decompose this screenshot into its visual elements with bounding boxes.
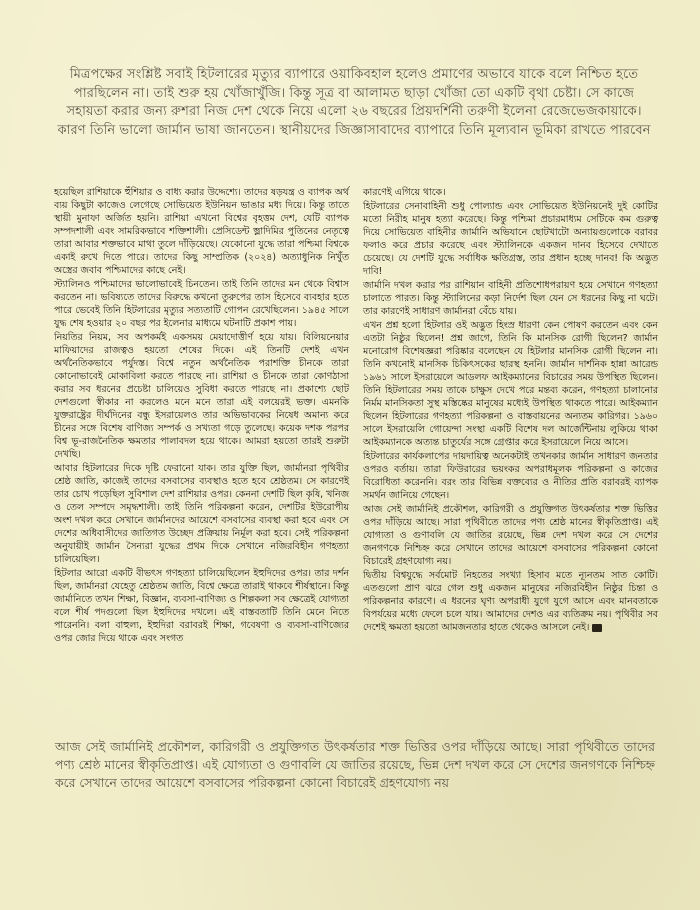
right-column <box>363 186 658 646</box>
right-paragraph-7-wrap <box>363 569 658 634</box>
right-paragraph-5: হিটলারের কার্যকলাপের দায়দায়িত্ব অনেকটাই তখনকার জার্মান সাধারণ জনতার ওপরও বর্তায়। তারা ফিউরারের ভয়ংকর অপরাধমূলক পরিকল্পনা ও কাজের বিরোধিতা করেননি। বরং তার বিভিন্ন বক্তব্যের ও নীতির প্রতি বরাবরই ব্যাপক সমর্থন জানিয়ে গেছেন। <box>363 451 658 501</box>
left-paragraph-1: হয়েছিল রাশিয়াকে হুঁশিয়ার ও বাধ্য করার উদ্দেশ্যে। তাদের ষড়যন্ত্র ও ব্যাপক অর্থ ব্যয় কিছুটা কাজেও লেগেছে সোভিয়েত ইউনিয়ন ভাঙার মধ্য দিয়ে। কিন্তু তাতে স্থায়ী মুনাফা অর্জিত হয়নি। রাশিয়া এখনো বিশ্বের বৃহত্তম দেশ, যেটি ব্যাপক সম্পদশালী এবং সামরিকভাবে শক্তিশালী। প্রেসিডেন্ট ভ্লাদিমির পুতিনের নেতৃত্বে তারা আবার শক্তভাবে মাথা তুলে দাঁড়িয়েছে। যেকোনো যুদ্ধে তারা পশ্চিমা বিশ্বকে একাই রুখে দিতে পারে। তাদের কিছু সাম্প্রতিক (২০২৪) অত্যাধুনিক নিখুঁত অস্ত্রের জবাব পশ্চিমাদের কাছে নেই। <box>54 187 349 276</box>
intro-text: মিত্রপক্ষের সংশ্লিষ্ট সবাই হিটলারের মৃত্যুর ব্যাপারে ওয়াকিবহাল হলেও প্রমাণের অভাবে যাকে বলে নিশ্চিত হতে পারছিলেন না। তাই শুরু হয় খোঁজাখুঁজি। কিন্তু সূত্র বা আলামত ছাড়া খোঁজা তো একটি বৃথা চেষ্টা। সে কাজে সহায়তা করার জন্য রুশরা নিজ দেশ থেকে নিয়ে এলো ২৬ বছরের প্রিয়দর্শিনী তরুণী ইলেনা রেজেভেজকায়াকে। কারণ তিনি ভালো জার্মান ভাষা জানতেন। স্থানীয়দের জিজ্ঞাসাবাদের ব্যাপারে তিনি মূল্যবান ভূমিকা রাখতে পারবেন <box>57 67 651 138</box>
right-paragraph-6: আজ সেই জার্মানিই প্রকৌশল, কারিগরী ও প্রযুক্তিগত উৎকর্ষতার শক্ত ভিত্তির ওপর দাঁড়িয়ে আছে। সারা পৃথিবীতে তাদের পণ্য শ্রেষ্ঠ মানের স্বীকৃতিপ্রাপ্ত। এই যোগ্যতা ও গুণাবলি যে জাতির রয়েছে, ভিন্ন দেশ দখল করে সে দেশের জনগণকে নিশ্চিহ্ন করে সেখানে তাদের আয়েশে বসবাসের পরিকল্পনা কোনো বিচারেই গ্রহণযোগ্য নয়। <box>363 504 658 567</box>
left-paragraph-5: হিটলার আরো একটি বীভৎস গণহত্যা চালিয়েছিলেন ইহুদিদের ওপর। তার দর্শন ছিল, জার্মানরা যেহেতু শ্রেষ্ঠতম জাতি, বিশ্বে ক্ষেত্রে তারাই থাকবে শীর্ষস্থানে। কিন্তু জার্মানিতে তখন শিক্ষা, বিজ্ঞান, ব্যবসা-বাণিজ্য ও শিল্পকলা সব ক্ষেত্রেই যোগ্যতা বলে শীর্ষ পদগুলো ছিল ইহুদিদের দখলে। এই বাস্তবতাটি তিনি মেনে নিতে পারেননি। বলা বাহুল্য, ইহুদিরা বরাবরই শিক্ষা, গবেষণা ও ব্যবসা-বাণিজ্যের ওপর জোর দিয়ে থাকে এবং সংগত <box>54 568 349 644</box>
right-paragraph-1: কারণেই এগিয়ে থাকে। <box>363 187 446 198</box>
left-column <box>54 186 349 646</box>
right-paragraph-7: দ্বিতীয় বিশ্বযুদ্ধে সর্বমোট নিহতের সংখ্যা হিসাব মতে ন্যূনতম সাত কোটি। এতগুলো প্রাণ ঝরে গেল শুধু একজন মানুষের নজিরবিহীন নিষ্ঠুর চিন্তা ও পরিকল্পনার কারণে। এ ধরনের ঘৃণ্য অপরাধী যুগে যুগে আসে এবং মানবতাকে বিপর্যয়ের মধ্যে ফেলে চলে যায়। আমাদের দেশও এর ব্যতিক্রম নয়। পৃথিবীর সব দেশেই ক্ষমতা হয়তো আমজনতার হাতে থেকেও আসলে নেই। <box>363 570 658 633</box>
end-of-article-icon <box>592 624 602 632</box>
article-body <box>54 186 658 646</box>
pull-quote <box>55 738 655 793</box>
right-paragraph-2: হিটলারের সেনাবাহিনী শুধু পোল্যান্ড এবং সোভিয়েত ইউনিয়নেই দুই কোটির মতো নিরীহ মানুষ হত্যা করেছে। কিন্তু পশ্চিমা প্রচারমাধ্যম সেটিকে কম গুরুত্ব দিয়ে সোভিয়েত বাহিনীর জার্মানি অভিযানে ছোটখাটো অন্যায়গুলোকে বরাবর ফলাও করে প্রচার করেছে এবং স্ট্যালিনকে একজন দানব হিসেবে দেখাতে চেয়েছে। যে দেশটি যুদ্ধে সর্বাধিক ক্ষতিগ্রস্ত, তার প্রধান হচ্ছে দানব! কি অদ্ভুত দাবি! <box>363 201 658 277</box>
right-paragraph-3: জার্মানি দখল করার পর রাশিয়ান বাহিনী প্রতিশোধপরায়ণ হয়ে সেখানে গণহত্যা চালাতে পারত। কিন্তু স্ট্যালিনের কড়া নির্দেশ ছিল যেন সে ধরনের কিছু না ঘটে। তার কারণেই সাধারণ জার্মানরা বেঁচে যায়। <box>363 280 658 317</box>
pull-quote-text: আজ সেই জার্মানিই প্রকৌশল, কারিগরী ও প্রযুক্তিগত উৎকর্ষতার শক্ত ভিত্তির ওপর দাঁড়িয়ে আছে। সারা পৃথিবীতে তাদের পণ্য শ্রেষ্ঠ মানের স্বীকৃতিপ্রাপ্ত। এই যোগ্যতা ও গুণাবলি যে জাতির রয়েছে, ভিন্ন দেশ দখল করে সে দেশের জনগণকে নিশ্চিহ্ন করে সেখানে তাদের আয়েশে বসবাসের পরিকল্পনা কোনো বিচারেই গ্রহণযোগ্য নয় <box>55 739 655 791</box>
right-paragraph-4: এখন প্রশ্ন হলো হিটলার ওই অদ্ভুত হিংস্র ধারণা কেন পোষণ করতেন এবং কেন এতটা নিষ্ঠুর ছিলেন! প্রশ্ন জাগে, তিনি কি মানসিক রোগী ছিলেন? জার্মান মনোরোগ বিশেষজ্ঞরা পরিষ্কার বলেছেন যে হিটলার মানসিক রোগী ছিলেন না। তিনি কখনোই মানসিক চিকিৎসকের ছারস্থ হননি। জার্মান দার্শনিক হান্না আরেন্ড ১৯৬১ সালে ইসরায়েলে আডলফ আইকম্যানের বিচারের সময় উপস্থিত ছিলেন। তিনি হিটলারের সময় তাকে চাক্ষুস দেখে পরে মন্তব্য করেন, গণহত্যা চালানোর নির্মম মানসিকতা সুস্থ মস্তিষ্কের মানুষের মধ্যেই উপস্থিত থাকতে পারে। আইকম্যান ছিলেন হিটলারের গণহত্যা পরিকল্পনা ও বাস্তবায়নের অন্যতম কারিগর। ১৯৬০ সালে ইসরায়েলি গোয়েন্দা সংস্থা একটি বিশেষ দল আর্জেন্টিনায় লুকিয়ে থাকা আইকম্যানকে অত্যন্ত চাতুর্যের সঙ্গে গ্রেপ্তার করে ইসরায়েলে নিয়ে আসে। <box>363 320 658 448</box>
left-paragraph-2: স্ট্যালিনও পশ্চিমাদের ভালোভাবেই চিনতেন। তাই তিনি তাদের মন থেকে বিশ্বাস করতেন না। ভবিষ্যতে তাদের বিরুদ্ধে কখনো তুরুপের তাস হিসেবে ব্যবহার হতে পারে ভেবেই তিনি হিটলারের মৃত্যুর সত্যতাটি গোপন রেখেছিলেন। ১৯৪৫ সালে যুদ্ধ শেষ হওয়ার ২০ বছর পর ইলেনার মাধ্যমে ঘটনাটি প্রকাশ পায়। <box>54 279 349 329</box>
intro-quote <box>55 66 653 140</box>
left-paragraph-3: নিয়তির নিয়ম, সব অপকর্মই একসময় মেয়াদোত্তীর্ণ হয়ে যায়। বিলিয়নেয়ার মাফিয়াদের রাজত্বও হয়তো শেষের দিকে। এই তিনটি দেশই এখন অর্থনৈতিকভাবে পর্যুদস্ত। বিশ্বে নতুন অর্থনৈতিক পরাশক্তি চীনকে তারা কোনোভাবেই মোকাবিলা করতে পারছে না। রাশিয়া ও চীনকে তারা কোণঠাসা করার সব ধরনের প্রচেষ্টা চালিয়েও সুবিধা করতে পারছে না। প্রকাশ্যে ছোট দেশগুলো স্বীকার না করলেও মনে মনে তারা এই বলয়েরই ভক্ত। এমনকি যুক্তরাষ্ট্রের দীর্ঘদিনের বন্ধু ইসরায়েলও তার অভিভাবকের নিষেধ অমান্য করে চীনের সঙ্গে বিশেষ বাণিজ্য সম্পর্ক ও সখ্যতা গড়ে তুলেছে। কয়েক দশক পরপর বিশ্ব ভূ-রাজনৈতিক ক্ষমতার পালাবদল হয়ে থাকে। আমরা হয়তো তারই শুরুটা দেখছি। <box>54 332 349 460</box>
left-paragraph-4: আবার হিটলারের দিকে দৃষ্টি ফেরানো যাক। তার যুক্তি ছিল, জার্মানরা পৃথিবীর শ্রেষ্ঠ জাতি, কাজেই তাদের বসবাসের ব্যবস্থাও হতে হবে শ্রেষ্ঠতম। সে কারণেই তার চোখ পড়েছিল সুবিশাল দেশ রাশিয়ার ওপর। কেননা দেশটি ছিল কৃষি, খনিজ ও তেল সম্পদে সমৃদ্ধশালী। তাই তিনি পরিকল্পনা করেন, দেশটির ইউরোপীয় অংশ দখল করে সেখানে জার্মানদের আয়েশে বসবাসের ব্যবস্থা করা হবে এবং সে দেশের অধিবাসীদের জাতিগত উচ্ছেদ প্রক্রিয়ায় নির্মূল করা হবে। সেই পরিকল্পনা অনুযায়ীই জার্মান সৈন্যরা যুদ্ধের প্রথম দিকে সেখানে নজিরবিহীন গণহত্যা চালিয়েছিল। <box>54 463 349 565</box>
